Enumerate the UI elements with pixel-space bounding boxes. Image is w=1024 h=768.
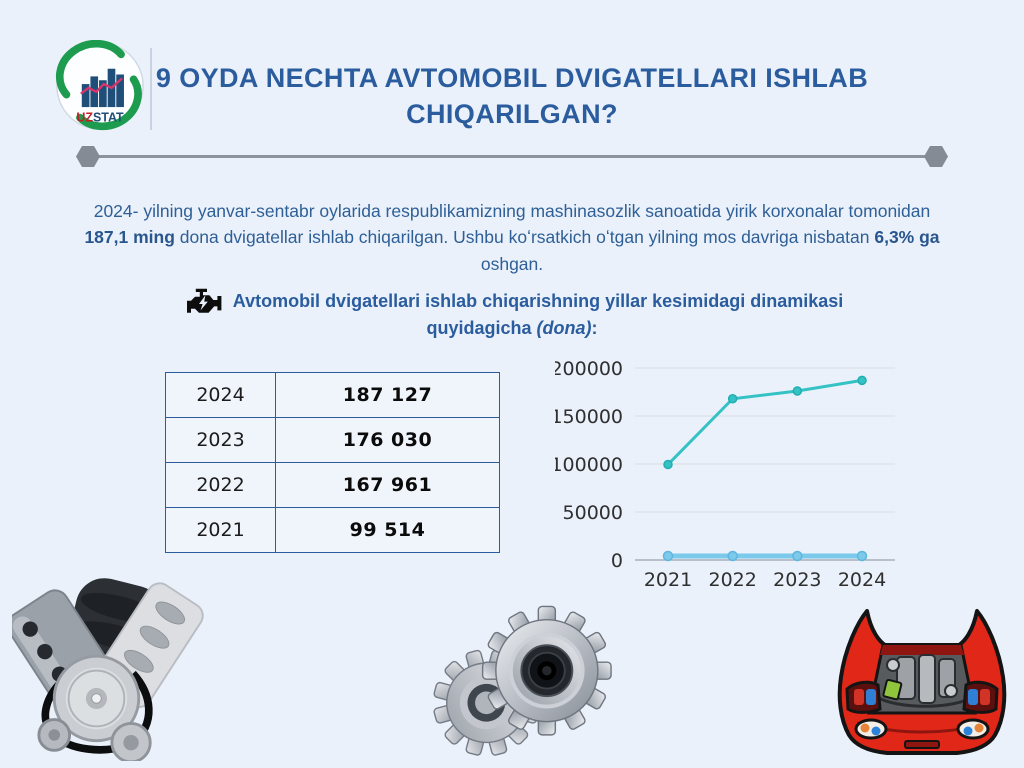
intro-highlight-2: 6,3% ga	[874, 227, 940, 248]
table-value: 167 961	[276, 463, 500, 508]
table-row	[166, 373, 500, 418]
svg-text:200000: 200000	[555, 358, 623, 380]
section-subtitle	[0, 284, 1024, 341]
table-year: 2021	[166, 508, 276, 553]
intro-text-3: oshgan.	[480, 253, 544, 274]
subtitle-unit: (dona)	[536, 318, 592, 338]
svg-text:2022: 2022	[708, 569, 757, 591]
production-table	[165, 372, 500, 553]
svg-text:150000: 150000	[555, 406, 623, 428]
bumper-slot	[905, 741, 939, 748]
hex-nut-icon	[924, 146, 948, 167]
check-engine-icon	[181, 284, 225, 316]
hex-nut-icon	[76, 146, 100, 167]
intro-paragraph	[70, 198, 954, 278]
svg-text:50000: 50000	[562, 502, 623, 524]
gears-illustration	[424, 597, 630, 767]
divider-line	[97, 155, 927, 158]
svg-text:100000: 100000	[555, 454, 623, 476]
intro-text-2: dona dvigatellar ishlab chiqarilgan. Ushbu koʻrsatkich oʻtgan yilning mos davriga nisbatan	[174, 227, 875, 248]
fog-light-left	[856, 720, 886, 738]
table-row	[166, 463, 500, 508]
table-value: 176 030	[276, 418, 500, 463]
engine-green-part	[883, 680, 902, 700]
section-divider	[76, 146, 948, 167]
headlight-right	[964, 682, 997, 712]
page-title: 9 OYDA NECHTA AVTOMOBIL DVIGATELLARI ISHLAB CHIQARILGAN?	[155, 63, 869, 130]
svg-text:2021: 2021	[643, 569, 693, 591]
logo-wordmark: UZSTAT	[76, 110, 124, 125]
production-line-chart	[555, 352, 965, 597]
svg-text:0: 0	[610, 550, 623, 572]
svg-text:2024: 2024	[837, 569, 887, 591]
table-value: 99 514	[276, 508, 500, 553]
table-row	[166, 508, 500, 553]
headlight-left	[847, 682, 880, 712]
table-year: 2023	[166, 418, 276, 463]
subtitle-colon: :	[591, 318, 598, 338]
intro-highlight-1: 187,1 ming	[84, 227, 175, 248]
table-year: 2022	[166, 463, 276, 508]
table-value: 187 127	[276, 373, 500, 418]
svg-text:2023: 2023	[773, 569, 822, 591]
subtitle-main: Avtomobil dvigatellari ishlab chiqarishning yillar kesimidagi dinamikasi quyidagicha	[232, 291, 844, 338]
table-year: 2024	[166, 373, 276, 418]
fog-light-right	[958, 720, 988, 738]
table-row	[166, 418, 500, 463]
engine-illustration	[12, 563, 204, 761]
intro-text-1: 2024- yilning yanvar-sentabr oylarida respublikamizning mashinasozlik sanoatida yirik korxonalar tomonidan	[93, 200, 931, 221]
car-illustration	[827, 597, 1017, 762]
